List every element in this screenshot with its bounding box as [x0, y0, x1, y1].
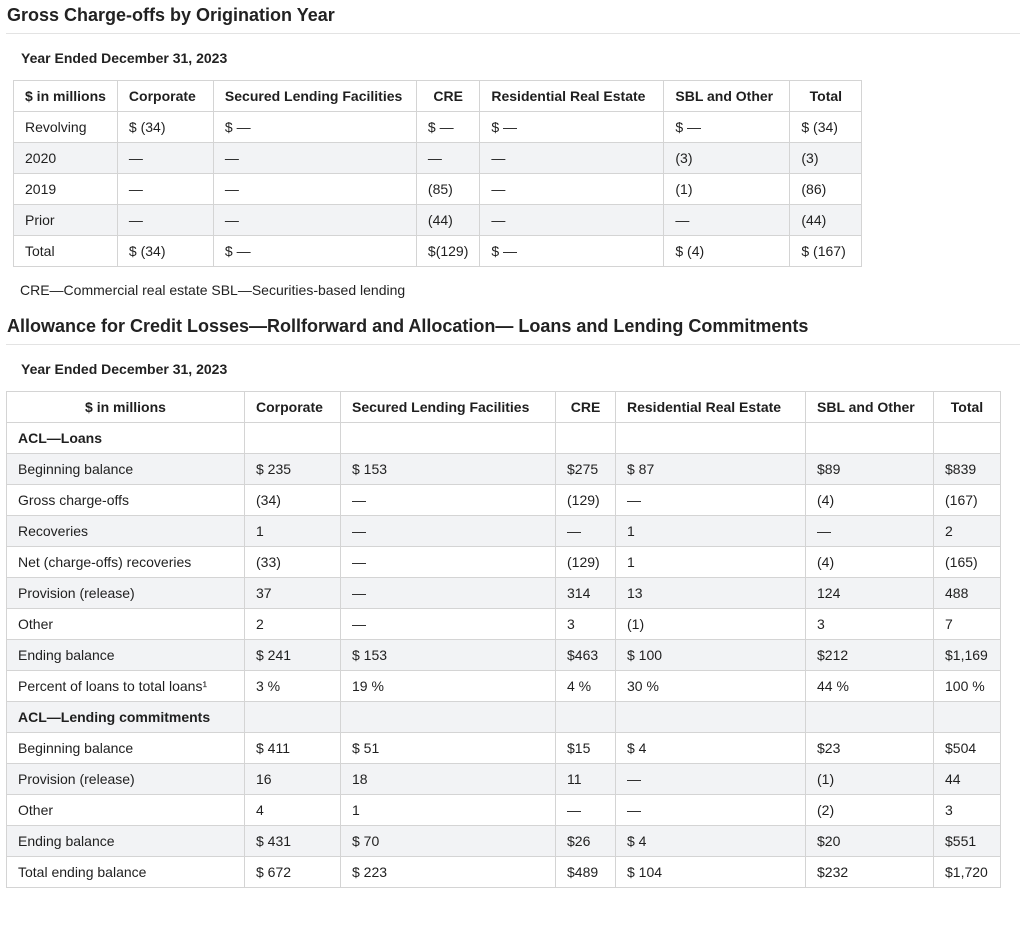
table-cell: $(129) [416, 236, 479, 267]
table-cell: 4 % [556, 671, 616, 702]
table-cell: 18 [341, 764, 556, 795]
column-header: Secured Lending Facilities [213, 81, 416, 112]
row-label: Recoveries [7, 516, 245, 547]
table-cell: $ 70 [341, 826, 556, 857]
table-cell: $ (167) [790, 236, 862, 267]
row-label: Ending balance [7, 826, 245, 857]
table-row [7, 826, 1001, 857]
table-cell: (165) [934, 547, 1001, 578]
table-cell: — [556, 516, 616, 547]
table-row [14, 112, 862, 143]
table-cell: $ — [480, 236, 664, 267]
column-header: $ in millions [14, 81, 118, 112]
table-cell: $ — [664, 112, 790, 143]
table-cell [616, 702, 806, 733]
table-cell: $ 223 [341, 857, 556, 888]
row-label: Provision (release) [7, 764, 245, 795]
table-cell: — [616, 485, 806, 516]
table-cell: $ 235 [245, 454, 341, 485]
table-row [7, 764, 1001, 795]
table-cell: (4) [806, 547, 934, 578]
table-cell: (3) [790, 143, 862, 174]
section2-subtitle: Year Ended December 31, 2023 [21, 361, 228, 377]
column-header: SBL and Other [664, 81, 790, 112]
column-header: Secured Lending Facilities [341, 392, 556, 423]
table-cell: — [213, 143, 416, 174]
table-row [7, 516, 1001, 547]
column-header: $ in millions [7, 392, 245, 423]
table-cell: — [117, 205, 213, 236]
table-cell: 44 [934, 764, 1001, 795]
row-label: Total [14, 236, 118, 267]
table-row [7, 547, 1001, 578]
section1-title: Gross Charge-offs by Origination Year [6, 0, 1020, 34]
table-cell: $232 [806, 857, 934, 888]
table-cell: $ — [480, 112, 664, 143]
table-row [7, 857, 1001, 888]
column-header: Residential Real Estate [616, 392, 806, 423]
table-cell: (167) [934, 485, 1001, 516]
table-cell: $ (34) [117, 112, 213, 143]
table-row [7, 733, 1001, 764]
table-row [14, 174, 862, 205]
table-cell: $23 [806, 733, 934, 764]
table-cell [806, 702, 934, 733]
table-cell: — [480, 143, 664, 174]
table-cell: $1,169 [934, 640, 1001, 671]
column-header: CRE [416, 81, 479, 112]
row-label: 2019 [14, 174, 118, 205]
table-cell: $ 87 [616, 454, 806, 485]
table-cell: 30 % [616, 671, 806, 702]
table-cell: $ (34) [790, 112, 862, 143]
table-cell: — [556, 795, 616, 826]
table-cell: (44) [790, 205, 862, 236]
table-cell: (85) [416, 174, 479, 205]
table-cell: (1) [616, 609, 806, 640]
table-cell: 314 [556, 578, 616, 609]
table-cell: — [341, 516, 556, 547]
table-cell: $1,720 [934, 857, 1001, 888]
table-cell: $15 [556, 733, 616, 764]
table-cell: — [806, 516, 934, 547]
row-label: Provision (release) [7, 578, 245, 609]
table-cell [341, 702, 556, 733]
table-cell: $ 104 [616, 857, 806, 888]
table-cell: 4 [245, 795, 341, 826]
table-cell: $489 [556, 857, 616, 888]
table-cell: 13 [616, 578, 806, 609]
table-cell: — [213, 174, 416, 205]
column-header: Residential Real Estate [480, 81, 664, 112]
table-cell: $ 672 [245, 857, 341, 888]
table-cell: — [664, 205, 790, 236]
table-row [7, 609, 1001, 640]
row-label: Gross charge-offs [7, 485, 245, 516]
row-label: 2020 [14, 143, 118, 174]
row-label: Prior [14, 205, 118, 236]
row-label: ACL—Loans [7, 423, 245, 454]
table-cell: $ 241 [245, 640, 341, 671]
table-cell: $275 [556, 454, 616, 485]
table-cell: (34) [245, 485, 341, 516]
table-cell: (1) [664, 174, 790, 205]
table-cell: $ — [416, 112, 479, 143]
table-cell: — [341, 609, 556, 640]
section1-subtitle: Year Ended December 31, 2023 [21, 50, 228, 66]
acl-rollforward-table [6, 391, 1001, 888]
table-cell: 3 [556, 609, 616, 640]
table-row [7, 795, 1001, 826]
row-label: Net (charge-offs) recoveries [7, 547, 245, 578]
table-cell: $20 [806, 826, 934, 857]
row-label: Total ending balance [7, 857, 245, 888]
row-label: Beginning balance [7, 733, 245, 764]
column-header: Corporate [117, 81, 213, 112]
table-cell [341, 423, 556, 454]
table-cell [556, 702, 616, 733]
table-cell: 44 % [806, 671, 934, 702]
table-cell: (2) [806, 795, 934, 826]
table-cell: $ — [213, 112, 416, 143]
table-cell: $ — [213, 236, 416, 267]
table-cell: 1 [616, 547, 806, 578]
table-cell: 11 [556, 764, 616, 795]
table-cell: — [341, 547, 556, 578]
table-cell: (129) [556, 485, 616, 516]
table-cell: 16 [245, 764, 341, 795]
table-cell: — [117, 174, 213, 205]
table-cell: $463 [556, 640, 616, 671]
table-cell: — [341, 578, 556, 609]
table-cell: — [480, 205, 664, 236]
row-label: ACL—Lending commitments [7, 702, 245, 733]
table-cell: 37 [245, 578, 341, 609]
table-cell: — [616, 795, 806, 826]
table-row [14, 236, 862, 267]
section2-title: Allowance for Credit Losses—Rollforward and Allocation— Loans and Lending Commitments [6, 311, 1020, 345]
table-cell: (1) [806, 764, 934, 795]
table-cell: (86) [790, 174, 862, 205]
table-cell: (33) [245, 547, 341, 578]
table-cell: — [117, 143, 213, 174]
abbreviation-note: CRE—Commercial real estate SBL—Securities-based lending [20, 282, 406, 298]
table-cell [245, 702, 341, 733]
table-cell: $ 51 [341, 733, 556, 764]
table-cell: 1 [245, 516, 341, 547]
table-cell: — [341, 485, 556, 516]
column-header: Total [790, 81, 862, 112]
table-cell: $26 [556, 826, 616, 857]
table-cell: 2 [245, 609, 341, 640]
table-row [7, 454, 1001, 485]
column-header: Total [934, 392, 1001, 423]
table-cell: — [616, 764, 806, 795]
table-cell: 19 % [341, 671, 556, 702]
table-cell [245, 423, 341, 454]
table-cell: 7 [934, 609, 1001, 640]
table-cell: 3 [934, 795, 1001, 826]
table-cell: — [480, 174, 664, 205]
table-row [14, 205, 862, 236]
table-header-row [7, 392, 1001, 423]
row-label: Ending balance [7, 640, 245, 671]
table-row [7, 485, 1001, 516]
row-label: Other [7, 795, 245, 826]
table-cell [616, 423, 806, 454]
table-cell: $839 [934, 454, 1001, 485]
gross-chargeoffs-table [13, 80, 862, 267]
row-label: Percent of loans to total loans¹ [7, 671, 245, 702]
table-cell: $89 [806, 454, 934, 485]
table-cell: 488 [934, 578, 1001, 609]
table-cell: 100 % [934, 671, 1001, 702]
table-cell: $504 [934, 733, 1001, 764]
table-cell: — [416, 143, 479, 174]
table-cell: (129) [556, 547, 616, 578]
table-cell: — [213, 205, 416, 236]
table-cell: (3) [664, 143, 790, 174]
table-cell: 2 [934, 516, 1001, 547]
column-header: CRE [556, 392, 616, 423]
table-cell [556, 423, 616, 454]
table-cell: $ 100 [616, 640, 806, 671]
table-cell: $212 [806, 640, 934, 671]
table-cell: 3 [806, 609, 934, 640]
table-cell [934, 702, 1001, 733]
section-row [7, 423, 1001, 454]
table-cell: (44) [416, 205, 479, 236]
table-cell [934, 423, 1001, 454]
section-row [7, 702, 1001, 733]
table-cell: 1 [341, 795, 556, 826]
table-header-row [14, 81, 862, 112]
table-cell: (4) [806, 485, 934, 516]
row-label: Other [7, 609, 245, 640]
table-row [7, 578, 1001, 609]
table-row [14, 143, 862, 174]
table-cell: $ 4 [616, 733, 806, 764]
row-label: Revolving [14, 112, 118, 143]
table-cell: $ 153 [341, 640, 556, 671]
row-label: Beginning balance [7, 454, 245, 485]
table-cell: $551 [934, 826, 1001, 857]
column-header: SBL and Other [806, 392, 934, 423]
table-cell: $ (34) [117, 236, 213, 267]
table-cell: 1 [616, 516, 806, 547]
table-cell: 3 % [245, 671, 341, 702]
table-cell [806, 423, 934, 454]
table-cell: $ 4 [616, 826, 806, 857]
column-header: Corporate [245, 392, 341, 423]
table-row [7, 671, 1001, 702]
table-cell: $ 153 [341, 454, 556, 485]
table-cell: $ 431 [245, 826, 341, 857]
table-row [7, 640, 1001, 671]
table-cell: 124 [806, 578, 934, 609]
table-cell: $ (4) [664, 236, 790, 267]
table-cell: $ 411 [245, 733, 341, 764]
